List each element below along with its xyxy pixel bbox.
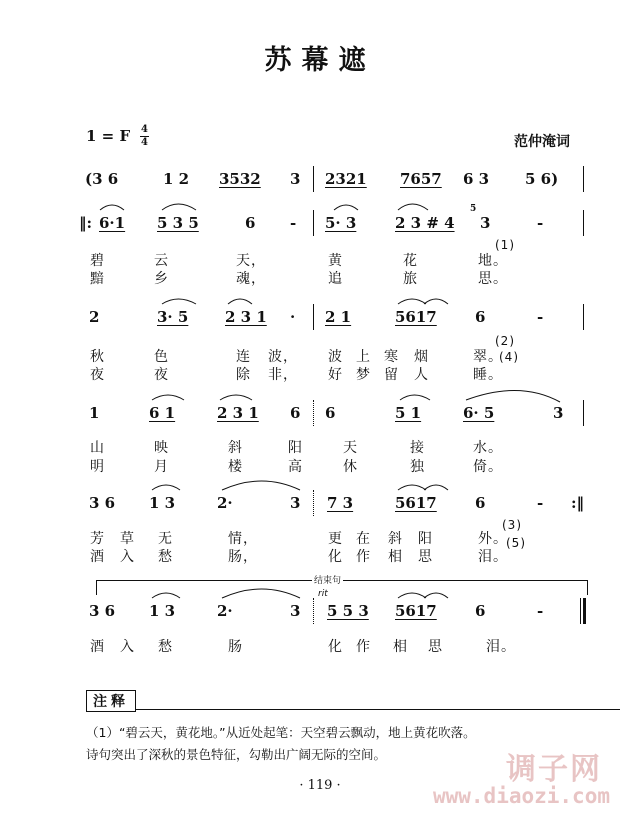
lyric-char: 留 bbox=[384, 367, 399, 383]
barline bbox=[583, 304, 584, 330]
lyric-char: 肠， bbox=[228, 549, 258, 565]
note-group: 6 1 bbox=[149, 404, 176, 422]
barline bbox=[313, 400, 314, 426]
lyric-char: 阳 bbox=[288, 440, 303, 456]
lyric-char: 旅 bbox=[403, 271, 418, 287]
note-group: 1 bbox=[89, 404, 100, 422]
lyric-char: 酒 bbox=[90, 639, 105, 655]
note-group: 7657 bbox=[400, 170, 442, 188]
lyric-char: 夜 bbox=[90, 367, 105, 383]
annotation-line-1: （1）“碧云天，黄花地。”从近处起笔：天空碧云飘动，地上黄花吹落。 bbox=[86, 725, 476, 740]
lyric-char: 秋 bbox=[90, 349, 105, 365]
barline bbox=[313, 210, 314, 236]
note-group: 6 bbox=[475, 602, 486, 620]
lyric-char: 肠 bbox=[228, 639, 243, 655]
barline bbox=[583, 400, 584, 426]
lyric-char: 愁 bbox=[158, 639, 173, 655]
note-group: - bbox=[537, 602, 544, 620]
lyric-char: 睡。 bbox=[473, 367, 503, 383]
lyric-char: 入 bbox=[120, 639, 135, 655]
score-row-4 bbox=[85, 400, 605, 428]
barline bbox=[313, 598, 314, 624]
note-group: 3 bbox=[290, 602, 301, 620]
lyric-char: 月 bbox=[154, 459, 169, 475]
lyric-char: 斜 bbox=[388, 531, 403, 547]
lyric-char: 高 bbox=[288, 459, 303, 475]
lyric-char: 黯 bbox=[90, 271, 105, 287]
note-group: 2 bbox=[89, 308, 100, 326]
page-number: · 119 · bbox=[299, 778, 341, 793]
lyricist: 范仲淹词 bbox=[514, 134, 570, 150]
lyric-char: 泪。 bbox=[486, 639, 516, 655]
lyric-char: 思。 bbox=[478, 271, 508, 287]
lyric-char: 楼 bbox=[228, 459, 243, 475]
key-signature: 1 = F bbox=[86, 127, 131, 145]
lyric-char: 情， bbox=[228, 531, 258, 547]
lyric-char: 在 bbox=[356, 531, 371, 547]
lyric-char: 明 bbox=[90, 459, 105, 475]
note-group: 5617 bbox=[395, 602, 437, 620]
lyric-char: 阳 bbox=[418, 531, 433, 547]
barline bbox=[583, 166, 584, 192]
lyric-char: 黄 bbox=[328, 253, 343, 269]
lyric-char: 云 bbox=[154, 253, 169, 269]
note-group: 6·1 bbox=[99, 214, 126, 232]
note-group: 1 3 bbox=[149, 494, 176, 512]
note-group: 6 bbox=[290, 404, 301, 422]
footnote-ref: (1) bbox=[495, 238, 515, 252]
footnote-ref: (5) bbox=[506, 536, 526, 550]
note-group: - bbox=[537, 494, 544, 512]
lyric-char: 愁 bbox=[158, 549, 173, 565]
lyric-char: 乡 bbox=[154, 271, 169, 287]
lyric-char: 波， bbox=[268, 349, 298, 365]
lyric-char: 夜 bbox=[154, 367, 169, 383]
lyric-char: 酒 bbox=[90, 549, 105, 565]
lyric-char: 波 bbox=[328, 349, 343, 365]
barline bbox=[313, 166, 314, 192]
barline bbox=[313, 304, 314, 330]
note-group: (3 6 bbox=[85, 170, 119, 188]
score-row-6 bbox=[85, 598, 605, 626]
repeat-start: ‖: bbox=[79, 214, 93, 232]
lyric-char: 相 bbox=[393, 639, 408, 655]
note-group: 2· bbox=[217, 602, 233, 620]
lyric-char: 寒 bbox=[384, 349, 399, 365]
final-barline bbox=[580, 598, 586, 624]
lyric-char: 入 bbox=[120, 549, 135, 565]
lyric-char: 化 bbox=[328, 549, 343, 565]
lyric-char: 映 bbox=[154, 440, 169, 456]
lyric-char: 休 bbox=[343, 459, 358, 475]
footnote-ref: (2) bbox=[495, 334, 515, 348]
lyric-char: 好 bbox=[328, 367, 343, 383]
lyric-char: 天 bbox=[343, 440, 358, 456]
note-group: - bbox=[290, 214, 297, 232]
lyric-char: 作 bbox=[356, 549, 371, 565]
grace-note: 5 bbox=[470, 204, 477, 214]
annotation-heading: 注释 bbox=[86, 690, 136, 712]
lyric-char: 碧 bbox=[90, 253, 105, 269]
note-group: 3 6 bbox=[89, 602, 116, 620]
note-group: - bbox=[537, 308, 544, 326]
lyric-char: 独 bbox=[410, 459, 425, 475]
footnote-ref: (3) bbox=[502, 518, 522, 532]
watermark-url: www.diaozi.com bbox=[432, 784, 610, 808]
ritardando-mark: rit bbox=[318, 589, 328, 599]
note-group: 3 bbox=[290, 170, 301, 188]
note-group: 2 3 # 4 bbox=[395, 214, 455, 232]
score-row-2 bbox=[79, 204, 605, 238]
note-group: 2 3 1 bbox=[217, 404, 259, 422]
lyric-char: 接 bbox=[410, 440, 425, 456]
note-group: - bbox=[537, 214, 544, 232]
page-title: 苏幕遮 bbox=[264, 45, 376, 76]
lyric-char: 天， bbox=[236, 253, 266, 269]
note-group: 2· bbox=[217, 494, 233, 512]
note-group: 5 6) bbox=[525, 170, 559, 188]
note-group: 2 1 bbox=[325, 308, 352, 326]
note-group: 6 bbox=[325, 404, 336, 422]
note-group: 3 bbox=[290, 494, 301, 512]
lyric-char: 上 bbox=[356, 349, 371, 365]
note-group: 7 3 bbox=[327, 494, 354, 512]
lyric-char: 泪。 bbox=[478, 549, 508, 565]
note-group: 3 bbox=[553, 404, 564, 422]
lyric-char: 除 bbox=[236, 367, 251, 383]
note-group: 3532 bbox=[219, 170, 261, 188]
lyric-char: 非， bbox=[268, 367, 298, 383]
note-group: 2 3 1 bbox=[225, 308, 267, 326]
note-group: 5 5 3 bbox=[327, 602, 369, 620]
lyric-char: 化 bbox=[328, 639, 343, 655]
lyric-char: 追 bbox=[328, 271, 343, 287]
note-group: 5617 bbox=[395, 308, 437, 326]
time-bottom: 4 bbox=[141, 137, 148, 148]
lyric-char: 思 bbox=[428, 639, 443, 655]
note-group: 6 bbox=[475, 494, 486, 512]
lyric-char: 无 bbox=[158, 531, 173, 547]
lyric-char: 更 bbox=[328, 531, 343, 547]
note-group: 6 3 bbox=[463, 170, 490, 188]
lyric-char: 思 bbox=[418, 549, 433, 565]
note-group: 5· 3 bbox=[325, 214, 357, 232]
note-group: 2321 bbox=[325, 170, 367, 188]
note-group: 3 6 bbox=[89, 494, 116, 512]
time-top: 4 bbox=[141, 124, 148, 135]
note-group: 3 bbox=[480, 214, 491, 232]
annotation-line-2: 诗句突出了深秋的景色特征，勾勒出广阔无际的空间。 bbox=[86, 747, 387, 762]
annotation-rule bbox=[86, 709, 620, 710]
note-group: 1 3 bbox=[149, 602, 176, 620]
lyric-char: 作 bbox=[356, 639, 371, 655]
score-row-5 bbox=[85, 490, 605, 518]
barline bbox=[583, 210, 584, 236]
note-group: 3· 5 bbox=[157, 308, 189, 326]
lyric-char: 地。 bbox=[478, 253, 508, 269]
score-row-1 bbox=[85, 166, 605, 194]
lyric-char: 连 bbox=[236, 349, 251, 365]
note-group: 5 1 bbox=[395, 404, 422, 422]
note-group: · bbox=[290, 308, 296, 326]
lyric-char: 花 bbox=[403, 253, 418, 269]
lyric-char: 人 bbox=[414, 367, 429, 383]
note-group: 5 3 5 bbox=[157, 214, 199, 232]
lyric-char: 草 bbox=[120, 531, 135, 547]
footnote-ref: (4) bbox=[499, 350, 519, 364]
note-group: 6 bbox=[475, 308, 486, 326]
lyric-char: 水。 bbox=[473, 440, 503, 456]
time-signature bbox=[140, 125, 149, 148]
lyric-char: 斜 bbox=[228, 440, 243, 456]
barline bbox=[313, 490, 314, 516]
lyric-char: 相 bbox=[388, 549, 403, 565]
lyric-char: 魂， bbox=[236, 271, 266, 287]
lyric-char: 梦 bbox=[356, 367, 371, 383]
ending-label: 结束句 bbox=[312, 573, 343, 586]
note-group: 5617 bbox=[395, 494, 437, 512]
repeat-end: :‖ bbox=[571, 494, 585, 512]
lyric-char: 倚。 bbox=[473, 459, 503, 475]
watermark-logo: 调子网 bbox=[506, 752, 602, 787]
lyric-char: 翠。 bbox=[473, 349, 503, 365]
lyric-char: 烟 bbox=[414, 349, 429, 365]
lyric-char: 山 bbox=[90, 440, 105, 456]
note-group: 6 bbox=[245, 214, 256, 232]
lyric-char: 外。 bbox=[478, 531, 508, 547]
lyric-char: 芳 bbox=[90, 531, 105, 547]
note-group: 1 2 bbox=[163, 170, 190, 188]
score-row-3 bbox=[85, 304, 605, 332]
lyric-char: 色 bbox=[154, 349, 169, 365]
note-group: 6· 5 bbox=[463, 404, 495, 422]
